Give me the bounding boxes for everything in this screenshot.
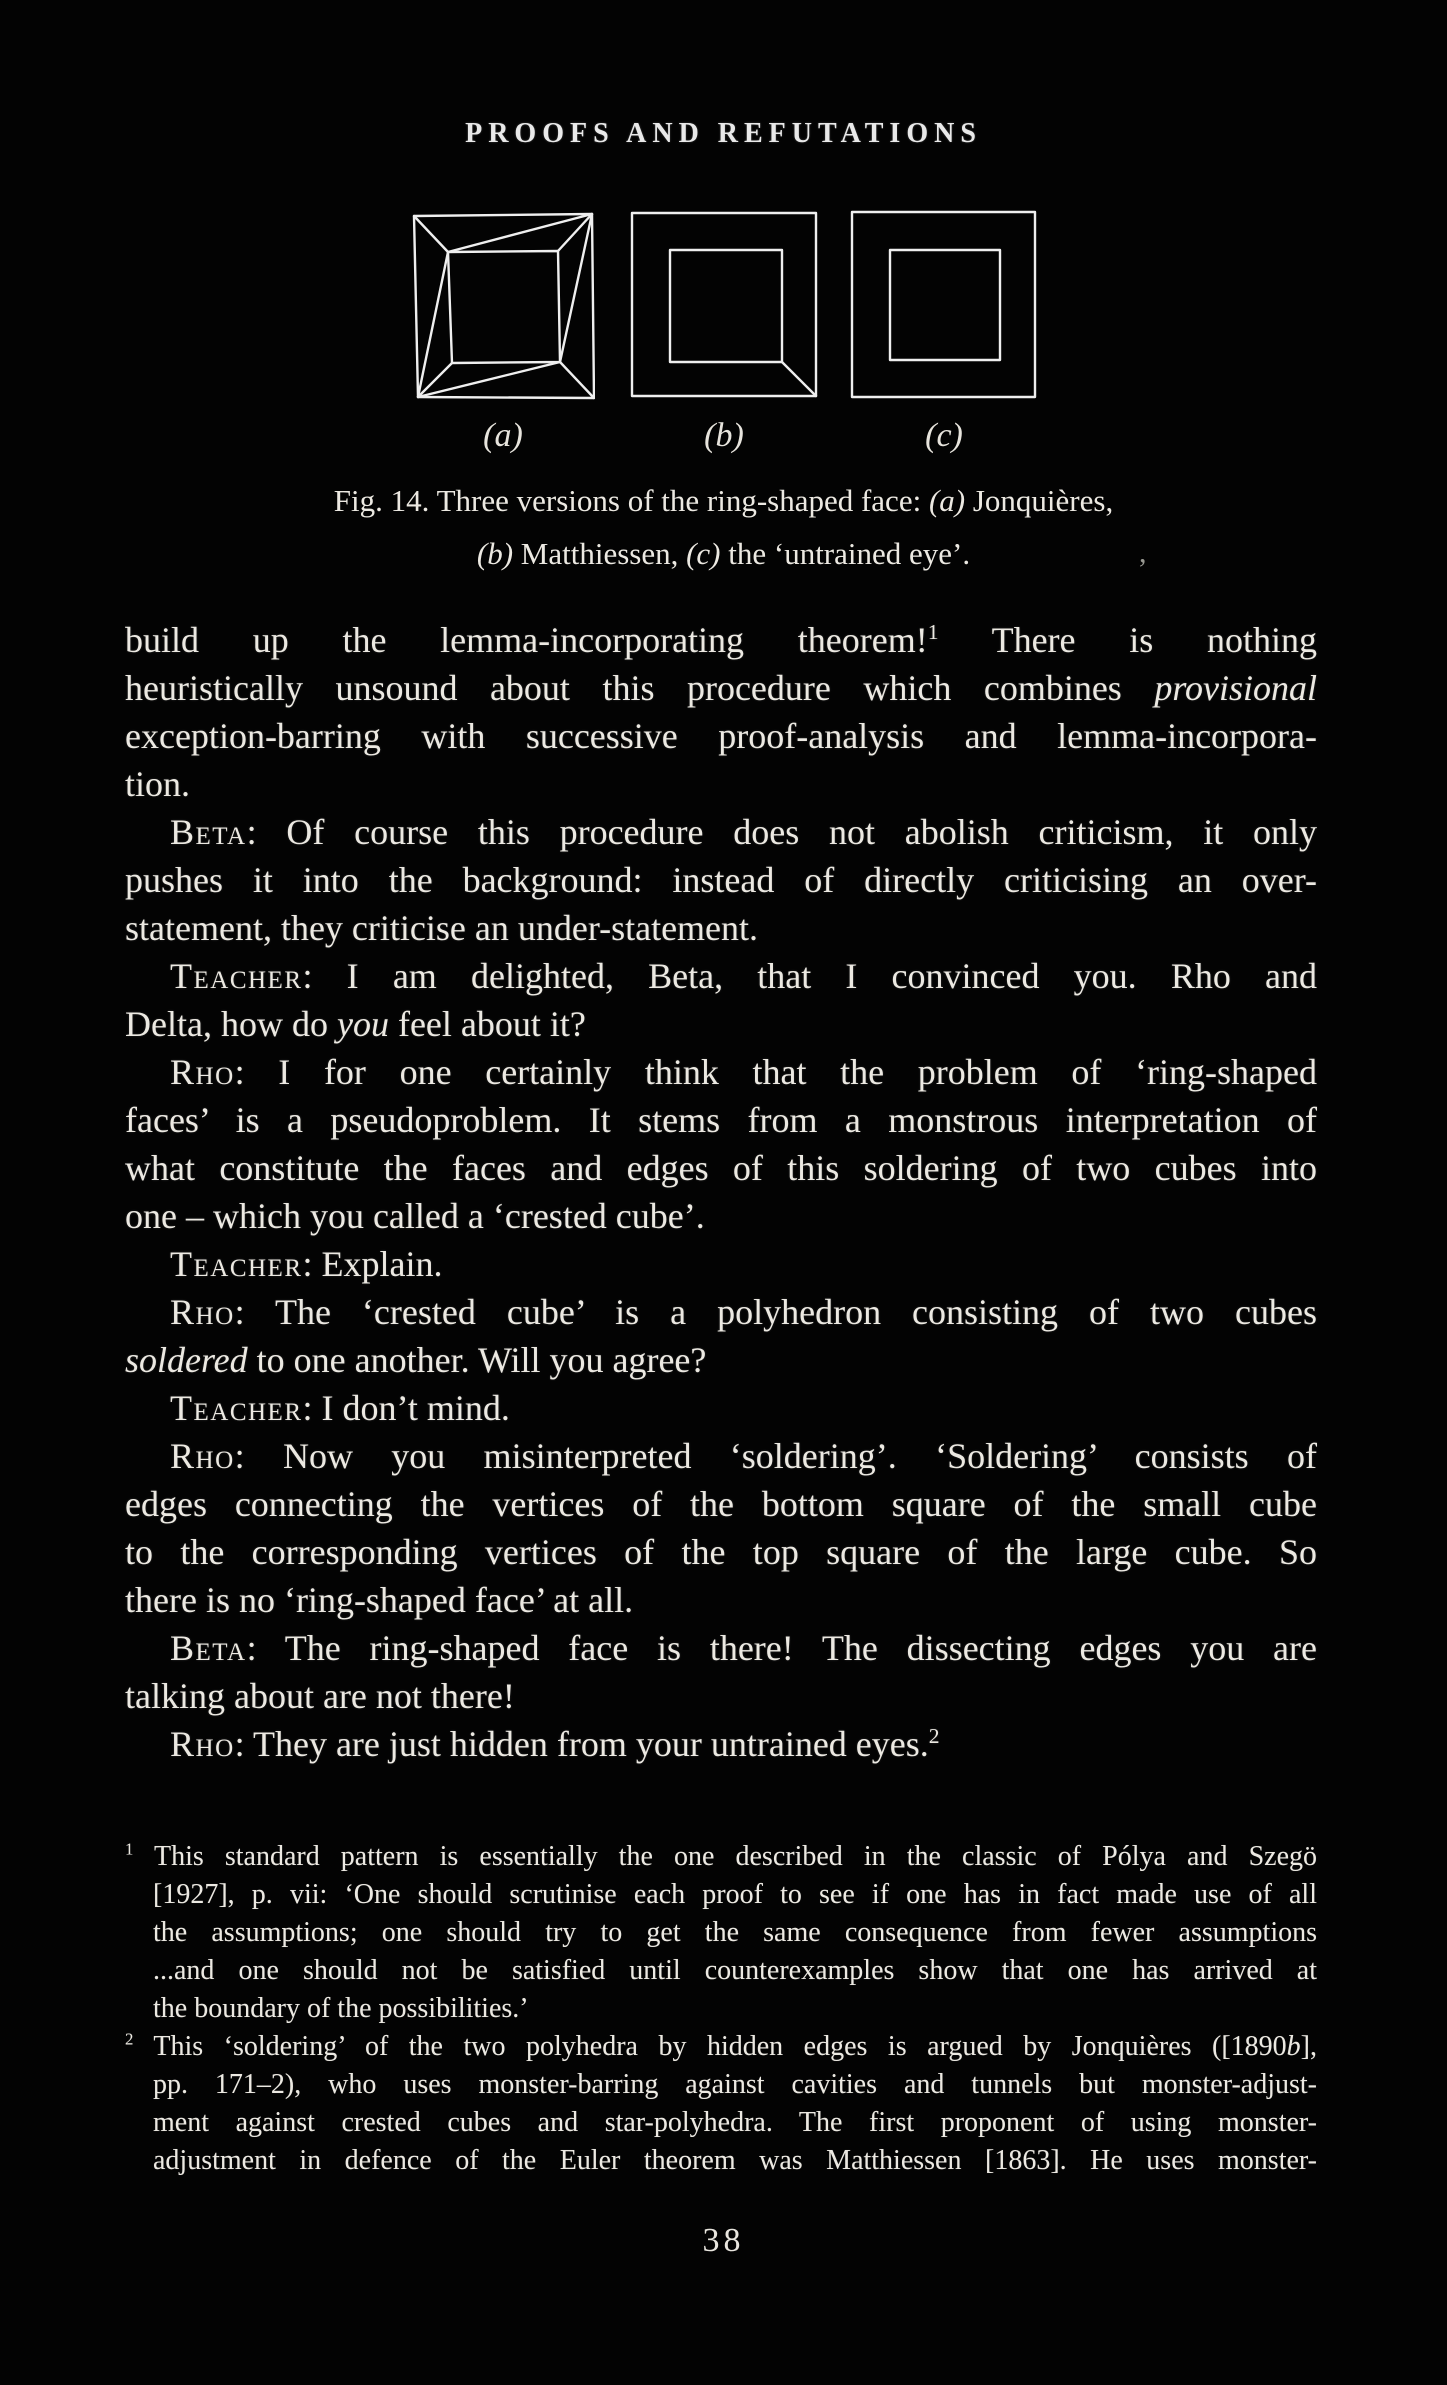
- figure-a-diagonal: [560, 362, 594, 398]
- text-line: [125, 1000, 1317, 1048]
- figure-a-diagonal: [448, 214, 592, 252]
- text-segment: soldered: [125, 1340, 248, 1380]
- figure-label-a: (a): [483, 417, 523, 454]
- text-segment: tion.: [125, 764, 191, 804]
- text-line: [125, 2028, 1317, 2066]
- text-line: [125, 1144, 1317, 1192]
- body-text: [125, 616, 1317, 1768]
- text-line: [125, 1480, 1317, 1528]
- figure-caption: [0, 474, 1447, 580]
- figure-a-diagonal: [418, 252, 448, 397]
- text-segment: 2: [928, 1724, 940, 1748]
- text-segment: (c): [686, 536, 721, 571]
- figure-b-inner-square: [670, 250, 782, 362]
- figure-a-drawing: [411, 207, 595, 401]
- text-line: [125, 1288, 1317, 1336]
- text-line: [125, 1336, 1317, 1384]
- figure-a-diagonal: [560, 214, 592, 362]
- text-segment: Rho: [170, 1292, 235, 1332]
- text-line: [125, 1838, 1317, 1876]
- text-segment: Beta: [170, 812, 247, 852]
- text-line: [125, 1384, 1317, 1432]
- text-segment: (b): [476, 536, 514, 571]
- text-line: [125, 1576, 1317, 1624]
- text-line: [125, 808, 1317, 856]
- text-line: [125, 856, 1317, 904]
- text-line: [125, 1528, 1317, 1576]
- text-segment: : I don’t mind.: [302, 1388, 510, 1428]
- text-segment: pushes it into the background: instead of directly criticising an over-: [125, 860, 1317, 900]
- figure-label-c: (c): [925, 417, 963, 454]
- text-segment: Beta: [170, 1628, 247, 1668]
- text-line: [125, 1720, 1317, 1768]
- text-segment: provisional: [1154, 668, 1317, 708]
- text-line: [125, 1048, 1317, 1096]
- text-segment: Matthiessen,: [513, 536, 687, 571]
- figure-a-inner-square: [448, 251, 560, 363]
- text-segment: adjustment in defence of the Euler theorem was Matthiessen [1863]. He uses monster-: [153, 2145, 1317, 2176]
- text-segment: what constitute the faces and edges of this soldering of two cubes into: [125, 1148, 1317, 1188]
- text-line: [125, 760, 1317, 808]
- text-segment: This ‘soldering’ of the two polyhedra by hidden edges is argued by Jonquières ([1890: [133, 2031, 1287, 2062]
- text-line: [153, 1952, 1317, 1990]
- text-line: [125, 1672, 1317, 1720]
- text-segment: pp. 171–2), who uses monster-barring against cavities and tunnels but monster-adjust-: [153, 2069, 1317, 2100]
- text-segment: Rho: [170, 1052, 235, 1092]
- figure-a-diagonal: [414, 216, 448, 252]
- text-segment: talking about are not there!: [125, 1676, 515, 1716]
- text-segment: 1: [125, 1839, 134, 1859]
- text-segment: ment against crested cubes and star-polyhedra. The first proponent of using monster-: [153, 2107, 1317, 2138]
- text-segment: the boundary of the possibilities.’: [153, 1993, 529, 2024]
- text-segment: Delta, how do: [125, 1004, 337, 1044]
- text-line: [153, 2104, 1317, 2142]
- text-line: [153, 2142, 1317, 2180]
- figure-label-b: (b): [704, 417, 744, 454]
- text-segment: : They are just hidden from your untrained eyes.: [234, 1724, 929, 1764]
- text-segment: faces’ is a pseudoproblem. It stems from a monstrous interpretation of: [125, 1100, 1317, 1140]
- text-segment: statement, they criticise an under-statement.: [125, 908, 759, 948]
- text-segment: feel about it?: [388, 1004, 586, 1044]
- text-segment: 2: [125, 2029, 134, 2049]
- text-segment: the assumptions; one should try to get the same consequence from fewer assumptions: [153, 1917, 1317, 1948]
- text-segment: the ‘untrained eye’.: [720, 536, 971, 571]
- text-line: [125, 616, 1317, 664]
- text-line: [125, 712, 1317, 760]
- text-segment: (a): [928, 483, 966, 518]
- text-segment: ],: [1300, 2031, 1317, 2062]
- text-segment: to the corresponding vertices of the top square of the large cube. So: [125, 1532, 1317, 1572]
- text-segment: : Explain.: [302, 1244, 443, 1284]
- text-segment: Teacher: [170, 1388, 303, 1428]
- text-line: [153, 2066, 1317, 2104]
- text-segment: there is no ‘ring-shaped face’ at all.: [125, 1580, 634, 1620]
- figure-c-outer-square: [852, 212, 1035, 397]
- text-line: [125, 1192, 1317, 1240]
- text-line: [125, 1096, 1317, 1144]
- figure-caption-line-1: [0, 474, 1447, 527]
- figure-b-diagonal: [782, 362, 816, 396]
- text-segment: Teacher: [170, 956, 303, 996]
- text-line: [153, 1876, 1317, 1914]
- text-segment: Fig. 14. Three versions of the ring-shaped face:: [333, 483, 929, 518]
- figure-b-drawing: [630, 209, 818, 399]
- text-line: [125, 904, 1317, 952]
- text-segment: you: [336, 1004, 389, 1044]
- text-line: [153, 1990, 1317, 2028]
- text-segment: exception-barring with successive proof-analysis and lemma-incorpora-: [125, 716, 1317, 756]
- footnotes: [125, 1838, 1317, 2180]
- text-line: [153, 1914, 1317, 1952]
- text-segment: Rho: [170, 1436, 235, 1476]
- running-head: PROOFS AND REFUTATIONS: [465, 118, 982, 149]
- text-segment: to one another. Will you agree?: [247, 1340, 707, 1380]
- text-segment: ...and one should not be satisfied until counterexamples show that one has arrived at: [153, 1955, 1317, 1986]
- figure-a-diagonal: [418, 362, 560, 397]
- text-line: [125, 952, 1317, 1000]
- text-line: [125, 1624, 1317, 1672]
- text-segment: This standard pattern is essentially the one described in the classic of Pólya and Szegö: [133, 1841, 1317, 1872]
- text-segment: : I am delighted, Beta, that I convinced you. Rho and: [302, 956, 1317, 996]
- text-segment: edges connecting the vertices of the bottom square of the small cube: [125, 1484, 1317, 1524]
- text-segment: [1927], p. vii: ‘One should scrutinise each proof to see if one has in fact made use of all: [153, 1879, 1317, 1910]
- text-segment: : The ‘crested cube’ is a polyhedron consisting of two cubes: [234, 1292, 1317, 1332]
- text-segment: Rho: [170, 1724, 235, 1764]
- text-segment: : Of course this procedure does not abolish criticism, it only: [246, 812, 1317, 852]
- text-segment: build up the lemma-incorporating theorem!: [125, 620, 928, 660]
- figure-c-inner-square: [890, 250, 1000, 360]
- figure-caption-line-2: [0, 527, 1447, 580]
- text-line: [125, 1432, 1317, 1480]
- text-segment: : The ring-shaped face is there! The dissecting edges you are: [246, 1628, 1317, 1668]
- text-segment: : Now you misinterpreted ‘soldering’. ‘Soldering’ consists of: [234, 1436, 1317, 1476]
- scan-artifact: ,: [1139, 536, 1147, 569]
- text-line: [125, 1240, 1317, 1288]
- text-segment: b: [1286, 2031, 1301, 2062]
- text-segment: Teacher: [170, 1244, 303, 1284]
- page-number: 38: [702, 2222, 745, 2259]
- text-segment: 1: [927, 620, 939, 644]
- text-segment: There is nothing: [938, 620, 1317, 660]
- text-segment: : I for one certainly think that the problem of ‘ring-shaped: [234, 1052, 1317, 1092]
- text-segment: one – which you called a ‘crested cube’.: [125, 1196, 705, 1236]
- figure-c-drawing: [850, 208, 1038, 399]
- text-segment: heuristically unsound about this procedure which combines: [125, 668, 1155, 708]
- text-segment: Jonquières,: [965, 483, 1114, 518]
- text-line: [125, 664, 1317, 712]
